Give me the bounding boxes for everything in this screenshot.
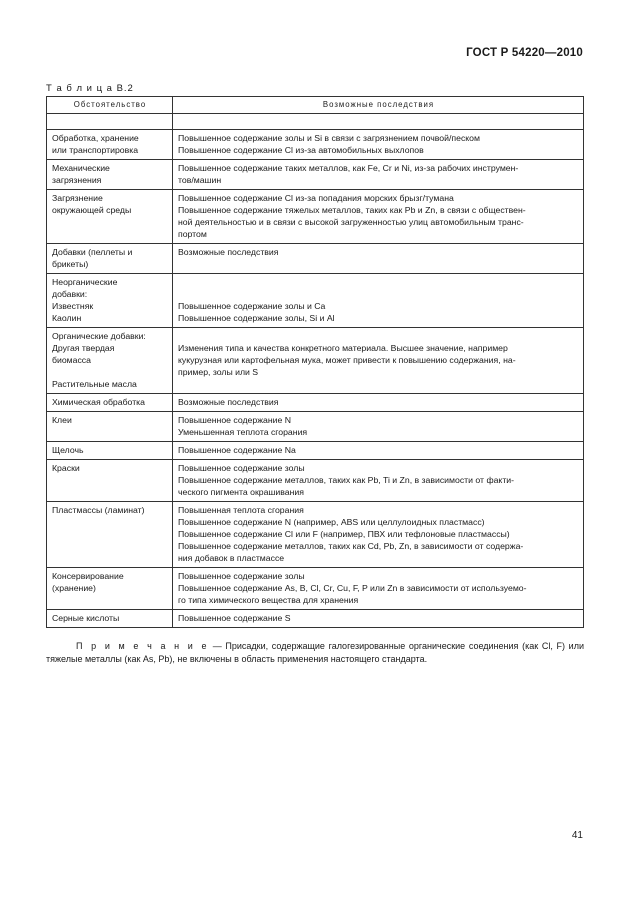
table-row <box>47 502 584 568</box>
consequences-table <box>46 96 584 628</box>
consequence-cell <box>173 394 584 412</box>
cell-line: Известняк <box>52 301 94 311</box>
page-number: 41 <box>571 830 583 841</box>
cell-line: или транспортировка <box>52 145 139 155</box>
cell-line: брикеты) <box>52 259 89 269</box>
circumstance-cell <box>47 190 173 244</box>
cell-line: Повышенное содержание Cl из-за автомобильных выхлопов <box>178 145 424 155</box>
table-row <box>47 130 584 160</box>
circumstance-cell <box>47 160 173 190</box>
consequence-cell <box>173 244 584 274</box>
cell-line: Серные кислоты <box>52 613 120 623</box>
circumstance-cell <box>47 502 173 568</box>
cell-line: ния добавок в пластмассе <box>178 553 285 563</box>
consequence-cell <box>173 412 584 442</box>
cell-line: ной деятельностью и в связи с высокой загруженностью улиц автомобильным транс- <box>178 217 524 227</box>
cell-gap <box>178 276 579 288</box>
circumstance-cell <box>47 274 173 328</box>
cell-line: Растительные масла <box>52 379 137 389</box>
circumstance-cell <box>47 394 173 412</box>
cell-line: Повышенное содержание золы и Si в связи с загрязнением почвой/песком <box>178 133 480 143</box>
cell-line: Краски <box>52 463 80 473</box>
cell-line: Повышенная теплота сгорания <box>178 505 304 515</box>
cell-line: загрязнения <box>52 175 102 185</box>
cell-line: пример, золы или S <box>178 367 259 377</box>
consequence-cell <box>173 274 584 328</box>
consequence-cell <box>173 190 584 244</box>
cell-line: Повышенное содержание золы <box>178 571 305 581</box>
cell-line: Другая твердая <box>52 343 115 353</box>
table-row <box>47 394 584 412</box>
cell-gap <box>52 366 168 378</box>
table-row <box>47 160 584 190</box>
cell-line: Добавки (пеллеты и <box>52 247 133 257</box>
cell-line: биомасса <box>52 355 91 365</box>
cell-line: Повышенное содержание Cl из-за попадания морских брызг/тумана <box>178 193 454 203</box>
cell-line: окружающей среды <box>52 205 132 215</box>
cell-line: Изменения типа и качества конкретного материала. Высшее значение, например <box>178 343 508 353</box>
table-row <box>47 328 584 394</box>
cell-line: кукурузная или картофельная мука, может привести к повышению содержания, на- <box>178 355 516 365</box>
consequence-cell <box>173 160 584 190</box>
table-row <box>47 274 584 328</box>
cell-line: Органические добавки: <box>52 331 146 341</box>
circumstance-cell <box>47 610 173 628</box>
consequence-cell <box>173 502 584 568</box>
cell-line: Повышенное содержание таких металлов, как Fe, Cr и Ni, из-за рабочих инструмен- <box>178 163 519 173</box>
circumstance-cell <box>47 244 173 274</box>
note-text: — Присадки, содержащие галогезированные органические соединения (как Cl, F) или тяжелые металлы (как As, Pb), не включены в область применения настоящего стандарта. <box>46 641 584 664</box>
consequence-cell <box>173 328 584 394</box>
consequence-cell <box>173 442 584 460</box>
cell-line: добавки: <box>52 289 88 299</box>
cell-line: Клеи <box>52 415 72 425</box>
cell-line: Повышенное содержание Cl или F (например, ПВХ или тефлоновые пластмассы) <box>178 529 510 539</box>
circumstance-cell <box>47 328 173 394</box>
cell-line: Повышенное содержание металлов, таких как Pb, Ti и Zn, в зависимости от факти- <box>178 475 515 485</box>
cell-line: Уменьшенная теплота сгорания <box>178 427 308 437</box>
table-caption: Т а б л и ц а В.2 <box>46 83 134 94</box>
cell-line: Повышенное содержание тяжелых металлов, таких как Pb и Zn, в связи с обществен- <box>178 205 526 215</box>
cell-line: Неорганические <box>52 277 118 287</box>
table-row <box>47 190 584 244</box>
cell-line: Химическая обработка <box>52 397 146 407</box>
cell-line: Повышенное содержание золы, Si и Al <box>178 313 335 323</box>
table-header-row <box>47 97 584 114</box>
circumstance-cell <box>47 130 173 160</box>
consequence-cell <box>173 568 584 610</box>
document-standard-header: ГОСТ Р 54220—2010 <box>466 47 583 59</box>
cell-line: Возможные последствия <box>178 397 279 407</box>
cell-line: ческого пигмента окрашивания <box>178 487 304 497</box>
table-note <box>46 640 584 665</box>
cell-line: (хранение) <box>52 583 96 593</box>
note-label: П р и м е ч а н и е <box>76 641 210 651</box>
consequence-cell <box>173 130 584 160</box>
cell-line: Каолин <box>52 313 82 323</box>
cell-line: Повышенное содержание металлов, таких как Cd, Pb, Zn, в зависимости от содержа- <box>178 541 524 551</box>
circumstance-cell <box>47 412 173 442</box>
cell-line: Повышенное содержание N (например, ABS или целлулоидных пластмасс) <box>178 517 485 527</box>
cell-line: Консервирование <box>52 571 124 581</box>
cell-line: Щелочь <box>52 445 84 455</box>
table-row <box>47 442 584 460</box>
cell-gap <box>178 288 579 300</box>
table-row <box>47 460 584 502</box>
cell-line: Пластмассы (ламинат) <box>52 505 145 515</box>
table-spacer-row <box>47 114 584 130</box>
cell-line: Обработка, хранение <box>52 133 139 143</box>
consequence-cell <box>173 460 584 502</box>
cell-line: го типа химического вещества для хранения <box>178 595 359 605</box>
circumstance-cell <box>47 460 173 502</box>
column-header-consequences: Возможные последствия <box>173 97 584 114</box>
cell-gap <box>178 330 579 342</box>
cell-line: Загрязнение <box>52 193 103 203</box>
cell-line: Возможные последствия <box>178 247 279 257</box>
consequence-cell <box>173 610 584 628</box>
circumstance-cell <box>47 568 173 610</box>
table-row <box>47 244 584 274</box>
cell-line: Повышенное содержание золы <box>178 463 305 473</box>
cell-line: Повышенное содержание N <box>178 415 292 425</box>
column-header-circumstance: Обстоятельство <box>47 97 173 114</box>
cell-line: Повышенное содержание золы и Ca <box>178 301 326 311</box>
table-row <box>47 412 584 442</box>
cell-line: тов/машин <box>178 175 222 185</box>
circumstance-cell <box>47 442 173 460</box>
table-row <box>47 568 584 610</box>
cell-line: Механические <box>52 163 110 173</box>
cell-line: Повышенное содержание S <box>178 613 291 623</box>
cell-line: Повышенное содержание As, B, Cl, Cr, Cu, F, P или Zn в зависимости от используемо- <box>178 583 527 593</box>
cell-line: Повышенное содержание Na <box>178 445 296 455</box>
table-row <box>47 610 584 628</box>
cell-line: портом <box>178 229 207 239</box>
